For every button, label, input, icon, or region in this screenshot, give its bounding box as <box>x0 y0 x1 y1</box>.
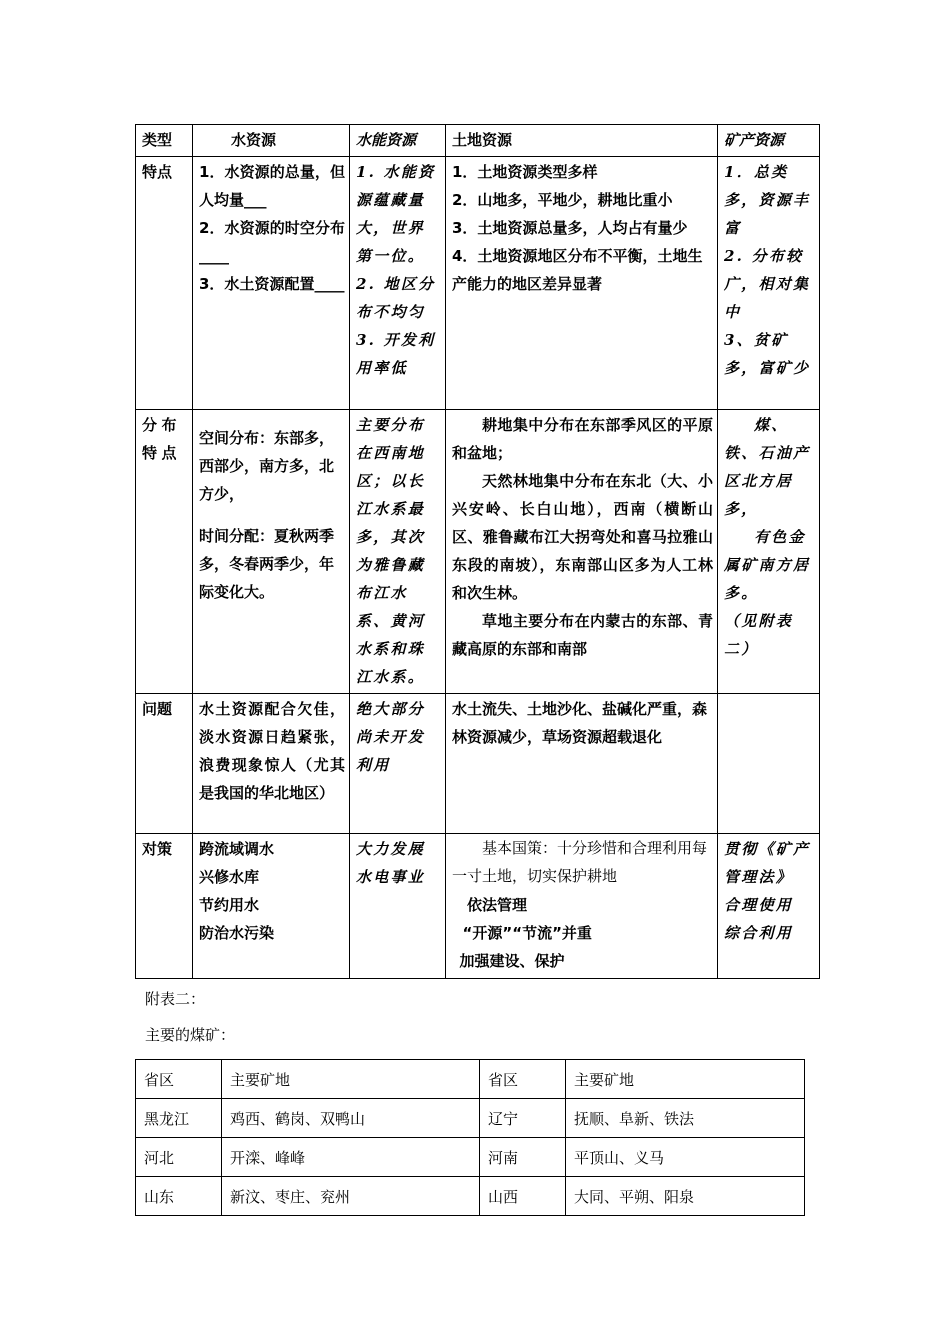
features-hydro-item: 3. 开发利用率低 <box>356 331 436 377</box>
row-label-features: 特点 <box>136 157 193 410</box>
coal-cell: 鸡西、鹤岗、双鸭山 <box>222 1099 480 1138</box>
measures-land <box>446 834 718 979</box>
coal-header-cell: 省区 <box>136 1060 222 1099</box>
features-mineral <box>718 157 820 410</box>
measures-water-item: 兴修水库 <box>199 868 260 886</box>
coal-cell: 山西 <box>480 1177 566 1216</box>
distribution-water <box>193 410 350 694</box>
features-hydro <box>350 157 446 410</box>
measures-mineral-item: 贯彻《矿产管理法》 <box>724 840 811 886</box>
distribution-water-item: 时间分配：夏秋两季多，冬春两季少，年际变化大。 <box>199 527 335 601</box>
measures-hydro: 大力发展水电事业 <box>350 834 446 979</box>
coal-cell: 新汶、枣庄、兖州 <box>222 1177 480 1216</box>
measures-water <box>193 834 350 979</box>
features-mineral-item: 2. 分布较广，相对集中 <box>724 247 811 321</box>
distribution-hydro: 主要分布在西南地区；以长江水系最多，其次为雅鲁藏布江水系、黄河水系和珠江水系。 <box>350 410 446 694</box>
measures-water-item: 防治水污染 <box>199 924 275 942</box>
features-water-item: 1．水资源的总量，但人均量___ <box>199 163 345 209</box>
coal-header-cell: 省区 <box>480 1060 566 1099</box>
row-label-problems: 问题 <box>136 694 193 834</box>
distribution-mineral <box>718 410 820 694</box>
features-water-item: 3．水土资源配置____ <box>199 275 345 293</box>
measures-mineral-item: 合理使用 <box>724 896 794 914</box>
table-row-measures <box>136 834 820 979</box>
problems-land: 水土流失、土地沙化、盐碱化严重，森林资源减少，草场资源超载退化 <box>446 694 718 834</box>
appendix-caption: 附表二： <box>145 992 206 1008</box>
features-land-item: 2．山地多，平地少，耕地比重小 <box>452 191 673 209</box>
resources-table <box>135 124 820 979</box>
header-mineral: 矿产资源 <box>718 125 820 157</box>
header-water: 水资源 <box>193 125 350 157</box>
coal-cell: 河北 <box>136 1138 222 1177</box>
distribution-land <box>446 410 718 694</box>
table-row <box>136 1177 805 1216</box>
header-land: 土地资源 <box>446 125 718 157</box>
table-row <box>136 1099 805 1138</box>
table-row <box>136 1138 805 1177</box>
coal-cell: 黑龙江 <box>136 1099 222 1138</box>
measures-land-item: 基本国策：十分珍惜和合理利用每一寸土地，切实保护耕地 <box>452 841 708 885</box>
features-mineral-item: 1．总类多，资源丰富 <box>724 163 811 237</box>
measures-land-item: 依法管理 <box>467 896 528 914</box>
features-mineral-item: 3、贫矿多，富矿少 <box>724 331 811 377</box>
distribution-mineral-item: （见附表二） <box>724 612 794 658</box>
coal-mines-table <box>135 1059 805 1216</box>
table-row-distribution <box>136 410 820 694</box>
paragraph-gap <box>199 508 345 522</box>
coal-cell: 平顶山、义马 <box>566 1138 805 1177</box>
measures-land-item: “开源”“节流”并重 <box>462 924 592 942</box>
problems-water: 水土资源配合欠佳，淡水资源日趋紧张，浪费现象惊人（尤其是我国的华北地区） <box>193 694 350 834</box>
distribution-water-item: 空间分布：东部多，西部少，南方多，北方少， <box>199 429 335 503</box>
features-hydro-item: 1. 水能资源蕴藏量大，世界第一位。 <box>356 163 436 265</box>
coal-header-cell: 主要矿地 <box>222 1060 480 1099</box>
coal-cell: 开滦、峰峰 <box>222 1138 480 1177</box>
distribution-land-item: 天然林地集中分布在东北（大、小兴安岭、长白山地），西南（横断山区、雅鲁藏布江大拐弯处和喜马拉雅山东段的南坡），东南部山区多为人工林和次生林。 <box>452 472 713 602</box>
coal-table-title: 主要的煤矿： <box>145 1028 236 1044</box>
features-water <box>193 157 350 410</box>
header-hydro: 水能资源 <box>350 125 446 157</box>
table-header-row <box>136 125 820 157</box>
measures-water-item: 跨流域调水 <box>199 840 275 858</box>
problems-hydro: 绝大部分尚未开发利用 <box>350 694 446 834</box>
measures-land-item: 加强建设、保护 <box>459 952 565 970</box>
coal-cell: 大同、平朔、阳泉 <box>566 1177 805 1216</box>
row-label-measures: 对策 <box>136 834 193 979</box>
header-type: 类型 <box>136 125 193 157</box>
distribution-mineral-item: 有色金属矿南方居多。 <box>724 528 811 602</box>
distribution-land-item: 耕地集中分布在东部季风区的平原和盆地； <box>452 416 713 462</box>
features-land-item: 1．土地资源类型多样 <box>452 163 598 181</box>
features-land-item: 3．土地资源总量多，人均占有量少 <box>452 219 688 237</box>
distribution-mineral-item: 煤、铁、石油产区北方居多， <box>724 416 811 518</box>
row-label-distribution: 分布特点 <box>136 410 193 694</box>
coal-header-cell: 主要矿地 <box>566 1060 805 1099</box>
features-land-item: 4．土地资源地区分布不平衡，土地生产能力的地区差异显著 <box>452 247 703 293</box>
coal-cell: 辽宁 <box>480 1099 566 1138</box>
features-hydro-item: 2. 地区分布不均匀 <box>356 275 436 321</box>
table-row-problems <box>136 694 820 834</box>
measures-water-item: 节约用水 <box>199 896 260 914</box>
distribution-land-item: 草地主要分布在内蒙古的东部、青藏高原的东部和南部 <box>452 612 713 658</box>
features-land <box>446 157 718 410</box>
coal-cell: 抚顺、阜新、铁法 <box>566 1099 805 1138</box>
measures-mineral-item: 综合利用 <box>724 924 794 942</box>
table-row-features <box>136 157 820 410</box>
coal-cell: 山东 <box>136 1177 222 1216</box>
measures-mineral <box>718 834 820 979</box>
features-water-item: 2．水资源的时空分布____ <box>199 219 345 265</box>
problems-mineral <box>718 694 820 834</box>
coal-cell: 河南 <box>480 1138 566 1177</box>
coal-header-row <box>136 1060 805 1099</box>
